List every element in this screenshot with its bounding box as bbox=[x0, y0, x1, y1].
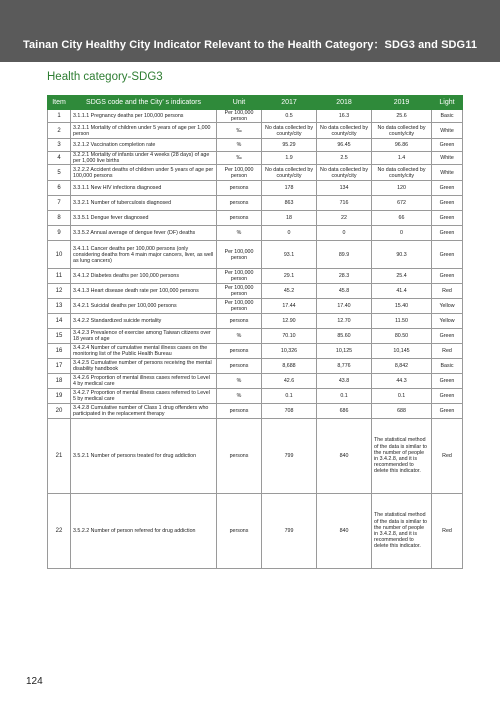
row-item: 17 bbox=[48, 359, 71, 374]
row-value-2017: No data collected by county/city bbox=[262, 123, 317, 139]
row-light: Green bbox=[432, 181, 463, 196]
row-value-2017: 799 bbox=[262, 494, 317, 569]
row-unit: persons bbox=[217, 419, 262, 494]
row-value-2019: 120 bbox=[372, 181, 432, 196]
row-indicator: 3.4.2.1 Suicidal deaths per 100,000 persons bbox=[71, 299, 217, 314]
row-value-2018: No data collected by county/city bbox=[317, 123, 372, 139]
row-light: Green bbox=[432, 389, 463, 404]
row-value-2017: 799 bbox=[262, 419, 317, 494]
row-value-2017: 708 bbox=[262, 404, 317, 419]
row-item: 4 bbox=[48, 152, 71, 165]
row-value-2017: 17.44 bbox=[262, 299, 317, 314]
row-item: 10 bbox=[48, 241, 71, 269]
row-unit: Per 100,000 person bbox=[217, 110, 262, 123]
row-value-2018: 16.3 bbox=[317, 110, 372, 123]
row-unit: persons bbox=[217, 181, 262, 196]
row-value-2017: 863 bbox=[262, 196, 317, 211]
row-light: Red bbox=[432, 284, 463, 299]
row-value-2017: 95.29 bbox=[262, 139, 317, 152]
row-item: 19 bbox=[48, 389, 71, 404]
table-row bbox=[48, 374, 463, 389]
row-value-2019: 0 bbox=[372, 226, 432, 241]
page-header-title: Tainan City Healthy City Indicator Relevant to the Health Category：SDG3 and SDG11 bbox=[22, 39, 478, 51]
row-indicator: 3.2.2.2 Accident deaths of children under 5 years of age per 100,000 persons bbox=[71, 165, 217, 181]
row-value-2019: 688 bbox=[372, 404, 432, 419]
row-indicator: 3.5.2.1 Number of persons treated for drug addiction bbox=[71, 419, 217, 494]
row-light: White bbox=[432, 123, 463, 139]
row-unit: persons bbox=[217, 196, 262, 211]
row-value-2019: 11.50 bbox=[372, 314, 432, 329]
row-value-2018: 22 bbox=[317, 211, 372, 226]
row-unit: % bbox=[217, 139, 262, 152]
row-value-2019: 8,842 bbox=[372, 359, 432, 374]
table-row bbox=[48, 404, 463, 419]
row-value-2019: 672 bbox=[372, 196, 432, 211]
table-row bbox=[48, 211, 463, 226]
row-indicator: 3.2.1.1 Mortality of children under 5 years of age per 1,000 person bbox=[71, 123, 217, 139]
table-row bbox=[48, 314, 463, 329]
row-value-2018: No data collected by county/city bbox=[317, 165, 372, 181]
row-indicator: 3.2.2.1 Mortality of infants under 4 weeks (28 days) of age per 1,000 live births bbox=[71, 152, 217, 165]
row-value-2018: 43.8 bbox=[317, 374, 372, 389]
row-value-2017: 93.1 bbox=[262, 241, 317, 269]
row-unit: % bbox=[217, 226, 262, 241]
row-value-2017: 0.1 bbox=[262, 389, 317, 404]
row-item: 2 bbox=[48, 123, 71, 139]
table-row bbox=[48, 139, 463, 152]
row-light: Red bbox=[432, 494, 463, 569]
row-value-2018: 8,776 bbox=[317, 359, 372, 374]
row-value-2018: 2.5 bbox=[317, 152, 372, 165]
row-value-2019: 25.6 bbox=[372, 110, 432, 123]
row-indicator: 3.1.1.1 Pregnancy deaths per 100,000 persons bbox=[71, 110, 217, 123]
row-light: Green bbox=[432, 404, 463, 419]
indicator-table bbox=[47, 95, 463, 569]
row-light: Green bbox=[432, 139, 463, 152]
row-value-2018: 89.9 bbox=[317, 241, 372, 269]
row-value-2019: 25.4 bbox=[372, 269, 432, 284]
row-item: 1 bbox=[48, 110, 71, 123]
row-item: 3 bbox=[48, 139, 71, 152]
row-value-2019: 1.4 bbox=[372, 152, 432, 165]
row-unit: persons bbox=[217, 344, 262, 359]
row-light: Basic bbox=[432, 359, 463, 374]
row-value-2019: 41.4 bbox=[372, 284, 432, 299]
row-indicator: 3.4.1.1 Cancer deaths per 100,000 persons (only considering deaths from 4 main major cancers, liver, as well as lung cancers) bbox=[71, 241, 217, 269]
row-indicator: 3.4.2.7 Proportion of mental illness cases referred to Level 5 by medical care bbox=[71, 389, 217, 404]
row-unit: persons bbox=[217, 359, 262, 374]
row-unit: persons bbox=[217, 314, 262, 329]
row-value-2018: 12.70 bbox=[317, 314, 372, 329]
section-title: Health category-SDG3 bbox=[47, 71, 163, 83]
table-row bbox=[48, 165, 463, 181]
row-unit: Per 100,000 person bbox=[217, 269, 262, 284]
table-row bbox=[48, 110, 463, 123]
row-unit: Per 100,000 person bbox=[217, 165, 262, 181]
row-light: Green bbox=[432, 241, 463, 269]
table-row bbox=[48, 299, 463, 314]
row-value-2019: 90.3 bbox=[372, 241, 432, 269]
row-item: 5 bbox=[48, 165, 71, 181]
row-item: 15 bbox=[48, 329, 71, 344]
table-row bbox=[48, 359, 463, 374]
row-light: Green bbox=[432, 211, 463, 226]
row-light: Red bbox=[432, 344, 463, 359]
row-light: Green bbox=[432, 269, 463, 284]
row-value-2018: 134 bbox=[317, 181, 372, 196]
row-value-2019: No data collected by county/city bbox=[372, 123, 432, 139]
row-item: 20 bbox=[48, 404, 71, 419]
row-item: 22 bbox=[48, 494, 71, 569]
row-item: 7 bbox=[48, 196, 71, 211]
column-header-2018: 2018 bbox=[317, 96, 372, 110]
row-value-2018: 840 bbox=[317, 419, 372, 494]
row-indicator: 3.4.2.2 Standardized suicide mortality bbox=[71, 314, 217, 329]
table-body bbox=[48, 110, 463, 569]
page-header-band bbox=[0, 0, 500, 62]
table-row bbox=[48, 344, 463, 359]
row-indicator: 3.4.2.6 Proportion of mental illness cases referred to Level 4 by medical care bbox=[71, 374, 217, 389]
table-row bbox=[48, 226, 463, 241]
row-value-2019: 44.3 bbox=[372, 374, 432, 389]
table-row bbox=[48, 389, 463, 404]
row-indicator: 3.4.2.5 Cumulative number of persons receiving the mental disability handbook bbox=[71, 359, 217, 374]
row-value-2018: 28.3 bbox=[317, 269, 372, 284]
row-item: 13 bbox=[48, 299, 71, 314]
row-value-2017: 0 bbox=[262, 226, 317, 241]
row-indicator: 3.3.5.2 Annual average of dengue fever (DF) deaths bbox=[71, 226, 217, 241]
row-value-2017: No data collected by county/city bbox=[262, 165, 317, 181]
row-unit: persons bbox=[217, 211, 262, 226]
row-unit: persons bbox=[217, 494, 262, 569]
row-item: 6 bbox=[48, 181, 71, 196]
row-item: 12 bbox=[48, 284, 71, 299]
row-unit: persons bbox=[217, 404, 262, 419]
row-indicator: 3.4.1.2 Diabetes deaths per 100,000 persons bbox=[71, 269, 217, 284]
row-unit: Per 100,000 person bbox=[217, 241, 262, 269]
column-header-item: Item bbox=[48, 96, 71, 110]
column-header-2017: 2017 bbox=[262, 96, 317, 110]
row-value-2019: 80.50 bbox=[372, 329, 432, 344]
table-row bbox=[48, 196, 463, 211]
row-light: Yellow bbox=[432, 299, 463, 314]
row-value-2019: 66 bbox=[372, 211, 432, 226]
column-header-indicator: SDGS code and the City’ s indicators bbox=[71, 96, 217, 110]
table-row bbox=[48, 123, 463, 139]
row-value-2017: 8,688 bbox=[262, 359, 317, 374]
row-item: 9 bbox=[48, 226, 71, 241]
table-row bbox=[48, 269, 463, 284]
row-value-2017: 45.2 bbox=[262, 284, 317, 299]
column-header-light: Light bbox=[432, 96, 463, 110]
row-value-2019: The statistical method of the data is similar to the number of people in 3.4.2.8, and it is recommended to delete this indicator. bbox=[372, 419, 432, 494]
row-light: White bbox=[432, 152, 463, 165]
row-value-2017: 178 bbox=[262, 181, 317, 196]
row-value-2018: 716 bbox=[317, 196, 372, 211]
row-value-2017: 18 bbox=[262, 211, 317, 226]
row-light: Green bbox=[432, 196, 463, 211]
table-row bbox=[48, 494, 463, 569]
row-value-2018: 10,125 bbox=[317, 344, 372, 359]
row-value-2018: 0 bbox=[317, 226, 372, 241]
row-value-2018: 0.1 bbox=[317, 389, 372, 404]
row-indicator: 3.3.2.1 Number of tuberculosis diagnosed bbox=[71, 196, 217, 211]
row-value-2018: 85.60 bbox=[317, 329, 372, 344]
row-light: Green bbox=[432, 226, 463, 241]
row-indicator: 3.3.5.1 Dengue fever diagnosed bbox=[71, 211, 217, 226]
row-item: 18 bbox=[48, 374, 71, 389]
row-unit: Per 100,000 person bbox=[217, 284, 262, 299]
row-light: Basic bbox=[432, 110, 463, 123]
row-indicator: 3.4.2.8 Cumulative number of Class 1 drug offenders who participated in the replacement therapy bbox=[71, 404, 217, 419]
row-unit: ‰ bbox=[217, 152, 262, 165]
row-light: Red bbox=[432, 419, 463, 494]
row-value-2017: 0.5 bbox=[262, 110, 317, 123]
row-light: Yellow bbox=[432, 314, 463, 329]
table-header-row bbox=[48, 96, 463, 110]
row-value-2017: 12.90 bbox=[262, 314, 317, 329]
row-value-2018: 840 bbox=[317, 494, 372, 569]
table-row bbox=[48, 284, 463, 299]
row-value-2019: 0.1 bbox=[372, 389, 432, 404]
row-unit: Per 100,000 person bbox=[217, 299, 262, 314]
row-value-2018: 686 bbox=[317, 404, 372, 419]
row-indicator: 3.4.2.4 Number of cumulative mental illness cases on the monitoring list of the Public Health Bureau bbox=[71, 344, 217, 359]
table-row bbox=[48, 419, 463, 494]
column-header-2019: 2019 bbox=[372, 96, 432, 110]
row-value-2017: 29.1 bbox=[262, 269, 317, 284]
table-row bbox=[48, 329, 463, 344]
row-indicator: 3.3.1.1 New HIV infections diagnosed bbox=[71, 181, 217, 196]
row-unit: % bbox=[217, 389, 262, 404]
row-indicator: 3.5.2.2 Number of person referred for drug addiction bbox=[71, 494, 217, 569]
row-value-2019: 96.86 bbox=[372, 139, 432, 152]
row-value-2018: 17.40 bbox=[317, 299, 372, 314]
row-indicator: 3.4.1.3 Heart disease death rate per 100,000 persons bbox=[71, 284, 217, 299]
row-item: 21 bbox=[48, 419, 71, 494]
row-value-2019: 10,145 bbox=[372, 344, 432, 359]
row-value-2019: 15.40 bbox=[372, 299, 432, 314]
row-light: White bbox=[432, 165, 463, 181]
table-row bbox=[48, 241, 463, 269]
row-item: 14 bbox=[48, 314, 71, 329]
row-value-2017: 70.10 bbox=[262, 329, 317, 344]
table-row bbox=[48, 181, 463, 196]
row-value-2018: 96.45 bbox=[317, 139, 372, 152]
row-light: Green bbox=[432, 374, 463, 389]
row-item: 11 bbox=[48, 269, 71, 284]
row-light: Green bbox=[432, 329, 463, 344]
row-value-2019: No data collected by county/city bbox=[372, 165, 432, 181]
column-header-unit: Unit bbox=[217, 96, 262, 110]
row-value-2017: 42.6 bbox=[262, 374, 317, 389]
row-value-2019: The statistical method of the data is similar to the number of people in 3.4.2.8, and it is recommended to delete this indicator. bbox=[372, 494, 432, 569]
table-row bbox=[48, 152, 463, 165]
row-unit: ‰ bbox=[217, 123, 262, 139]
row-unit: % bbox=[217, 374, 262, 389]
row-indicator: 3.2.1.2 Vaccination completion rate bbox=[71, 139, 217, 152]
row-unit: % bbox=[217, 329, 262, 344]
row-item: 16 bbox=[48, 344, 71, 359]
page-number: 124 bbox=[26, 676, 43, 687]
row-value-2017: 1.9 bbox=[262, 152, 317, 165]
row-indicator: 3.4.2.3 Prevalence of exercise among Taiwan citizens over 18 years of age bbox=[71, 329, 217, 344]
row-value-2017: 10,326 bbox=[262, 344, 317, 359]
row-value-2018: 45.8 bbox=[317, 284, 372, 299]
row-item: 8 bbox=[48, 211, 71, 226]
